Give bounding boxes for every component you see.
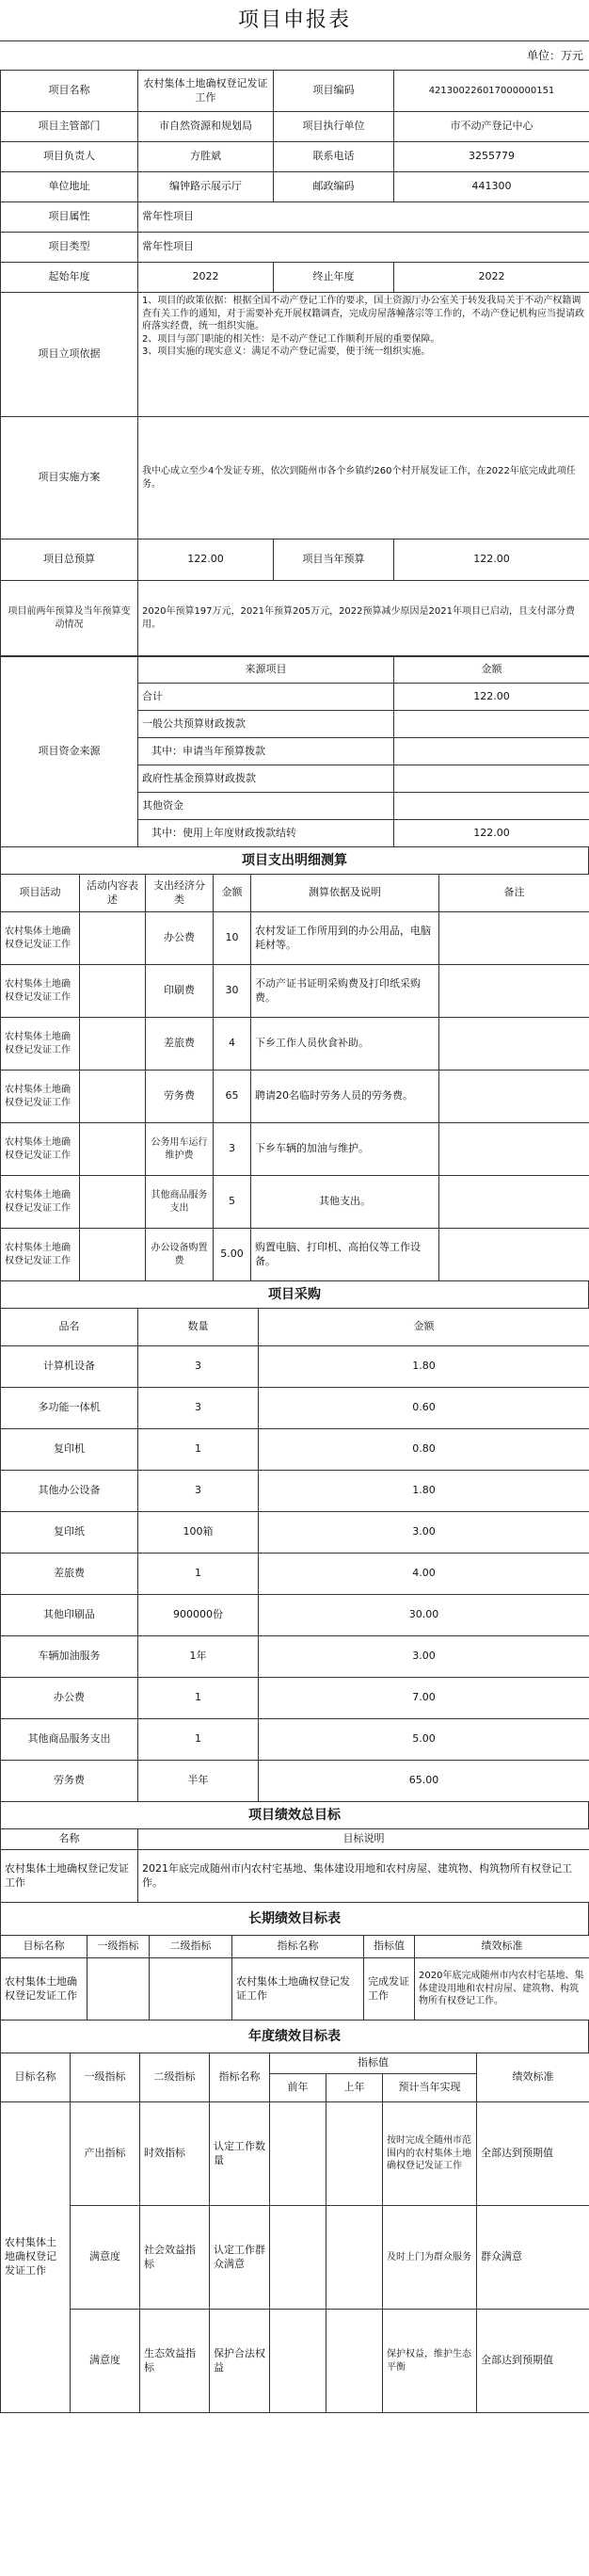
longterm-header: 一级指标 xyxy=(88,1936,150,1958)
purchase-name: 其他印刷品 xyxy=(1,1595,138,1636)
label-project-code: 项目编码 xyxy=(274,71,394,112)
longterm-table xyxy=(0,1935,589,2021)
purchase-qty: 半年 xyxy=(138,1761,259,1802)
annual-h-prev1: 上年 xyxy=(326,2074,383,2102)
expense-class: 办公设备购置费 xyxy=(146,1229,214,1281)
purchase-amount: 3.00 xyxy=(259,1636,589,1678)
annual-l2: 社会效益指标 xyxy=(140,2206,210,2310)
expense-activity: 农村集体土地确权登记发证工作 xyxy=(1,1176,80,1229)
purchase-amount: 1.80 xyxy=(259,1471,589,1512)
annual-l2: 时效指标 xyxy=(140,2102,210,2206)
purchase-qty: 3 xyxy=(138,1388,259,1429)
annual-standard: 全部达到预期值 xyxy=(477,2102,589,2206)
value-exec: 市不动产登记中心 xyxy=(394,112,589,142)
purchase-name: 劳务费 xyxy=(1,1761,138,1802)
table-row xyxy=(1,1123,589,1176)
expense-note xyxy=(439,1071,589,1123)
annual-table xyxy=(0,2053,589,2413)
annual-l2: 生态效益指标 xyxy=(140,2310,210,2413)
expense-activity: 农村集体土地确权登记发证工作 xyxy=(1,1018,80,1071)
annual-l1: 满意度 xyxy=(71,2310,140,2413)
purchase-amount: 5.00 xyxy=(259,1719,589,1761)
expense-note xyxy=(439,965,589,1018)
table-row xyxy=(1,1018,589,1071)
expense-table xyxy=(0,874,589,1281)
longterm-header: 指标值 xyxy=(364,1936,415,1958)
label-head: 项目负责人 xyxy=(1,142,138,172)
table-row xyxy=(1,1429,589,1471)
basic-info-table xyxy=(0,70,589,656)
longterm-header: 绩效标准 xyxy=(415,1936,589,1958)
label-total: 项目总预算 xyxy=(1,539,138,581)
value-total: 122.00 xyxy=(138,539,274,581)
table-row xyxy=(1,1229,589,1281)
purchase-header: 数量 xyxy=(138,1309,259,1346)
label-attr: 项目属性 xyxy=(1,202,138,233)
purchase-amount: 4.00 xyxy=(259,1554,589,1595)
purchase-section-title: 项目采购 xyxy=(0,1281,589,1308)
purchase-amount: 7.00 xyxy=(259,1678,589,1719)
expense-amount: 30 xyxy=(214,965,251,1018)
expense-desc xyxy=(80,1123,146,1176)
table-row xyxy=(1,1554,589,1595)
annual-l1: 满意度 xyxy=(71,2206,140,2310)
funds-col-source: 来源项目 xyxy=(138,657,394,684)
expense-activity: 农村集体土地确权登记发证工作 xyxy=(1,1123,80,1176)
purchase-amount: 30.00 xyxy=(259,1595,589,1636)
table-row xyxy=(1,912,589,965)
longterm-name: 农村集体土地确权登记发证工作 xyxy=(1,1958,88,2021)
annual-prev1 xyxy=(326,2206,383,2310)
funds-row-amount: 122.00 xyxy=(394,820,589,847)
funds-row-name: 合计 xyxy=(138,684,394,711)
purchase-qty: 3 xyxy=(138,1346,259,1388)
label-plan: 项目实施方案 xyxy=(1,417,138,539)
value-start: 2022 xyxy=(138,263,274,293)
funds-row-amount: 122.00 xyxy=(394,684,589,711)
expense-header: 测算依据及说明 xyxy=(251,875,439,912)
longterm-section-title: 长期绩效目标表 xyxy=(0,1903,589,1935)
funds-row-amount xyxy=(394,765,589,793)
value-addr: 编钟路示展示厅 xyxy=(138,172,274,202)
longterm-l1 xyxy=(88,1958,150,2021)
annual-plan: 保护权益，维护生态平衡 xyxy=(383,2310,477,2413)
expense-header: 支出经济分类 xyxy=(146,875,214,912)
value-tel: 3255779 xyxy=(394,142,589,172)
expense-header: 项目活动 xyxy=(1,875,80,912)
table-row xyxy=(1,2310,589,2413)
table-row xyxy=(1,965,589,1018)
funds-row-name: 其他资金 xyxy=(138,793,394,820)
longterm-header: 二级指标 xyxy=(150,1936,232,1958)
table-row xyxy=(1,1761,589,1802)
expense-basis: 其他支出。 xyxy=(251,1176,439,1229)
expense-amount: 3 xyxy=(214,1123,251,1176)
table-row xyxy=(1,1636,589,1678)
label-dept: 项目主管部门 xyxy=(1,112,138,142)
purchase-header: 金额 xyxy=(259,1309,589,1346)
purchase-amount: 1.80 xyxy=(259,1346,589,1388)
purchase-qty: 1 xyxy=(138,1429,259,1471)
label-change: 项目前两年预算及当年预算变动情况 xyxy=(1,581,138,656)
label-tel: 联系电话 xyxy=(274,142,394,172)
value-zip: 441300 xyxy=(394,172,589,202)
annual-h-index-name: 指标名称 xyxy=(210,2053,270,2102)
funds-row-name: 一般公共预算财政拨款 xyxy=(138,711,394,738)
value-dept: 市自然资源和规划局 xyxy=(138,112,274,142)
purchase-qty: 900000份 xyxy=(138,1595,259,1636)
longterm-header: 指标名称 xyxy=(232,1936,364,1958)
expense-desc xyxy=(80,965,146,1018)
table-row xyxy=(1,1595,589,1636)
expense-header: 金额 xyxy=(214,875,251,912)
expense-basis: 下乡工作人员伙食补助。 xyxy=(251,1018,439,1071)
expense-class: 差旅费 xyxy=(146,1018,214,1071)
expense-class: 办公费 xyxy=(146,912,214,965)
expense-activity: 农村集体土地确权登记发证工作 xyxy=(1,1229,80,1281)
annual-prev1 xyxy=(326,2102,383,2206)
purchase-name: 其他办公设备 xyxy=(1,1471,138,1512)
table-row xyxy=(1,1719,589,1761)
expense-desc xyxy=(80,1176,146,1229)
funds-table xyxy=(0,656,589,847)
annual-prev2 xyxy=(270,2102,326,2206)
expense-amount: 65 xyxy=(214,1071,251,1123)
table-row xyxy=(1,1176,589,1229)
funds-row-name: 其中：申请当年预算拨款 xyxy=(138,738,394,765)
purchase-table xyxy=(0,1308,589,1802)
expense-amount: 5.00 xyxy=(214,1229,251,1281)
expense-header: 备注 xyxy=(439,875,589,912)
purchase-name: 差旅费 xyxy=(1,1554,138,1595)
expense-amount: 4 xyxy=(214,1018,251,1071)
label-basis: 项目立项依据 xyxy=(1,293,138,417)
label-funds: 项目资金来源 xyxy=(1,657,138,847)
purchase-name: 办公费 xyxy=(1,1678,138,1719)
purchase-name: 多功能一体机 xyxy=(1,1388,138,1429)
value-project-name: 农村集体土地确权登记发证工作 xyxy=(138,71,274,112)
purchase-qty: 1 xyxy=(138,1719,259,1761)
annual-index-name: 认定工作数量 xyxy=(210,2102,270,2206)
purchase-amount: 3.00 xyxy=(259,1512,589,1554)
table-row xyxy=(1,1346,589,1388)
expense-amount: 10 xyxy=(214,912,251,965)
longterm-standard: 2020年底完成随州市内农村宅基地、集体建设用地和农村房屋、建筑物、构筑物所有权登记工作。 xyxy=(415,1958,589,2021)
purchase-name: 计算机设备 xyxy=(1,1346,138,1388)
longterm-index-name: 农村集体土地确权登记发证工作 xyxy=(232,1958,364,2021)
expense-note xyxy=(439,1229,589,1281)
expense-basis: 下乡车辆的加油与维护。 xyxy=(251,1123,439,1176)
value-attr: 常年性项目 xyxy=(138,202,589,233)
expense-desc xyxy=(80,912,146,965)
funds-row-amount xyxy=(394,738,589,765)
expense-basis: 购置电脑、打印机、高拍仪等工作设备。 xyxy=(251,1229,439,1281)
purchase-header: 品名 xyxy=(1,1309,138,1346)
annual-index-name: 认定工作群众满意 xyxy=(210,2206,270,2310)
value-cur: 122.00 xyxy=(394,539,589,581)
goal-desc: 2021年底完成随州市内农村宅基地、集体建设用地和农村房屋、建筑物、构筑物所有权登记工作。 xyxy=(138,1850,589,1903)
label-start: 起始年度 xyxy=(1,263,138,293)
expense-amount: 5 xyxy=(214,1176,251,1229)
annual-h-value: 指标值 xyxy=(270,2053,477,2074)
table-row xyxy=(1,1958,589,2021)
purchase-amount: 65.00 xyxy=(259,1761,589,1802)
purchase-qty: 1 xyxy=(138,1554,259,1595)
purchase-name: 车辆加油服务 xyxy=(1,1636,138,1678)
table-row xyxy=(1,1512,589,1554)
purchase-qty: 1 xyxy=(138,1678,259,1719)
expense-note xyxy=(439,1176,589,1229)
funds-row-name: 其中：使用上年度财政拨款结转 xyxy=(138,820,394,847)
funds-row-amount xyxy=(394,793,589,820)
expense-note xyxy=(439,1018,589,1071)
expense-activity: 农村集体土地确权登记发证工作 xyxy=(1,965,80,1018)
expense-header: 活动内容表述 xyxy=(80,875,146,912)
value-project-code: 421300226017000000151 xyxy=(394,71,589,112)
expense-basis: 农村发证工作所用到的办公用品，电脑耗材等。 xyxy=(251,912,439,965)
value-change: 2020年预算197万元，2021年预算205万元，2022预算减少原因是2021年项目已启动，且支付部分费用。 xyxy=(138,581,589,656)
value-end: 2022 xyxy=(394,263,589,293)
annual-h-prev2: 前年 xyxy=(270,2074,326,2102)
table-row xyxy=(1,1388,589,1429)
longterm-header: 目标名称 xyxy=(1,1936,88,1958)
purchase-amount: 0.60 xyxy=(259,1388,589,1429)
expense-activity: 农村集体土地确权登记发证工作 xyxy=(1,1071,80,1123)
expense-class: 公务用车运行维护费 xyxy=(146,1123,214,1176)
annual-standard: 群众满意 xyxy=(477,2206,589,2310)
annual-prev1 xyxy=(326,2310,383,2413)
annual-h-l2: 二级指标 xyxy=(140,2053,210,2102)
annual-name: 农村集体土地确权登记发证工作 xyxy=(1,2102,71,2413)
purchase-name: 复印纸 xyxy=(1,1512,138,1554)
expense-note xyxy=(439,912,589,965)
unit-label: 单位：万元 xyxy=(526,49,583,62)
label-cur: 项目当年预算 xyxy=(274,539,394,581)
expense-section-title: 项目支出明细测算 xyxy=(0,847,589,874)
value-head: 方胜斌 xyxy=(138,142,274,172)
purchase-qty: 3 xyxy=(138,1471,259,1512)
expense-desc xyxy=(80,1071,146,1123)
table-row xyxy=(1,2102,589,2206)
expense-activity: 农村集体土地确权登记发证工作 xyxy=(1,912,80,965)
label-end: 终止年度 xyxy=(274,263,394,293)
purchase-name: 复印机 xyxy=(1,1429,138,1471)
value-plan: 我中心成立至少4个发证专班，依次到随州市各个乡镇约260个村开展发证工作，在2022年底完成此项任务。 xyxy=(138,417,589,539)
purchase-qty: 100箱 xyxy=(138,1512,259,1554)
annual-index-name: 保护合法权益 xyxy=(210,2310,270,2413)
expense-class: 劳务费 xyxy=(146,1071,214,1123)
annual-standard: 全部达到预期值 xyxy=(477,2310,589,2413)
annual-h-name: 目标名称 xyxy=(1,2053,71,2102)
annual-prev2 xyxy=(270,2310,326,2413)
purchase-amount: 0.80 xyxy=(259,1429,589,1471)
funds-row-name: 政府性基金预算财政拨款 xyxy=(138,765,394,793)
annual-h-standard: 绩效标准 xyxy=(477,2053,589,2102)
value-basis: 1、项目的政策依据：根据全国不动产登记工作的要求，国土资源厅办公室关于转发我局关于不动产权籍调查有关工作的通知，对于需要补充开展权籍调查，完成房屋落幢落宗等工作的，不动产登记机构应当提请政府落实经费，统一组织实施。 2、项目与部门职能的相关性：是不动产登记工作顺利开展的重要保障。 3、项目实施的现实意义：满足不动产登记需要，便于统一组织实施。 xyxy=(138,293,589,417)
expense-desc xyxy=(80,1229,146,1281)
goal-name: 农村集体土地确权登记发证工作 xyxy=(1,1850,138,1903)
annual-h-l1: 一级指标 xyxy=(71,2053,140,2102)
expense-basis: 聘请20名临时劳务人员的劳务费。 xyxy=(251,1071,439,1123)
goal-col-name: 名称 xyxy=(1,1829,138,1850)
funds-col-amount: 金额 xyxy=(394,657,589,684)
label-addr: 单位地址 xyxy=(1,172,138,202)
longterm-value: 完成发证工作 xyxy=(364,1958,415,2021)
funds-row-amount xyxy=(394,711,589,738)
purchase-name: 其他商品服务支出 xyxy=(1,1719,138,1761)
table-row xyxy=(1,1471,589,1512)
form-title: 项目申报表 xyxy=(0,0,589,41)
table-row xyxy=(1,1071,589,1123)
expense-basis: 不动产证书证明采购费及打印纸采购费。 xyxy=(251,965,439,1018)
label-project-name: 项目名称 xyxy=(1,71,138,112)
expense-class: 印刷费 xyxy=(146,965,214,1018)
purchase-qty: 1年 xyxy=(138,1636,259,1678)
annual-l1: 产出指标 xyxy=(71,2102,140,2206)
value-type: 常年性项目 xyxy=(138,233,589,263)
annual-section-title: 年度绩效目标表 xyxy=(0,2021,589,2053)
goal-table xyxy=(0,1828,589,1903)
goal-section-title: 项目绩效总目标 xyxy=(0,1802,589,1828)
annual-h-plan: 预计当年实现 xyxy=(383,2074,477,2102)
table-row xyxy=(1,1678,589,1719)
label-exec: 项目执行单位 xyxy=(274,112,394,142)
label-zip: 邮政编码 xyxy=(274,172,394,202)
annual-prev2 xyxy=(270,2206,326,2310)
goal-col-desc: 目标说明 xyxy=(138,1829,589,1850)
table-row xyxy=(1,2206,589,2310)
longterm-l2 xyxy=(150,1958,232,2021)
expense-note xyxy=(439,1123,589,1176)
expense-class: 其他商品服务支出 xyxy=(146,1176,214,1229)
annual-plan: 及时上门为群众服务 xyxy=(383,2206,477,2310)
annual-plan: 按时完成全随州市范围内的农村集体土地确权登记发证工作 xyxy=(383,2102,477,2206)
label-type: 项目类型 xyxy=(1,233,138,263)
expense-desc xyxy=(80,1018,146,1071)
